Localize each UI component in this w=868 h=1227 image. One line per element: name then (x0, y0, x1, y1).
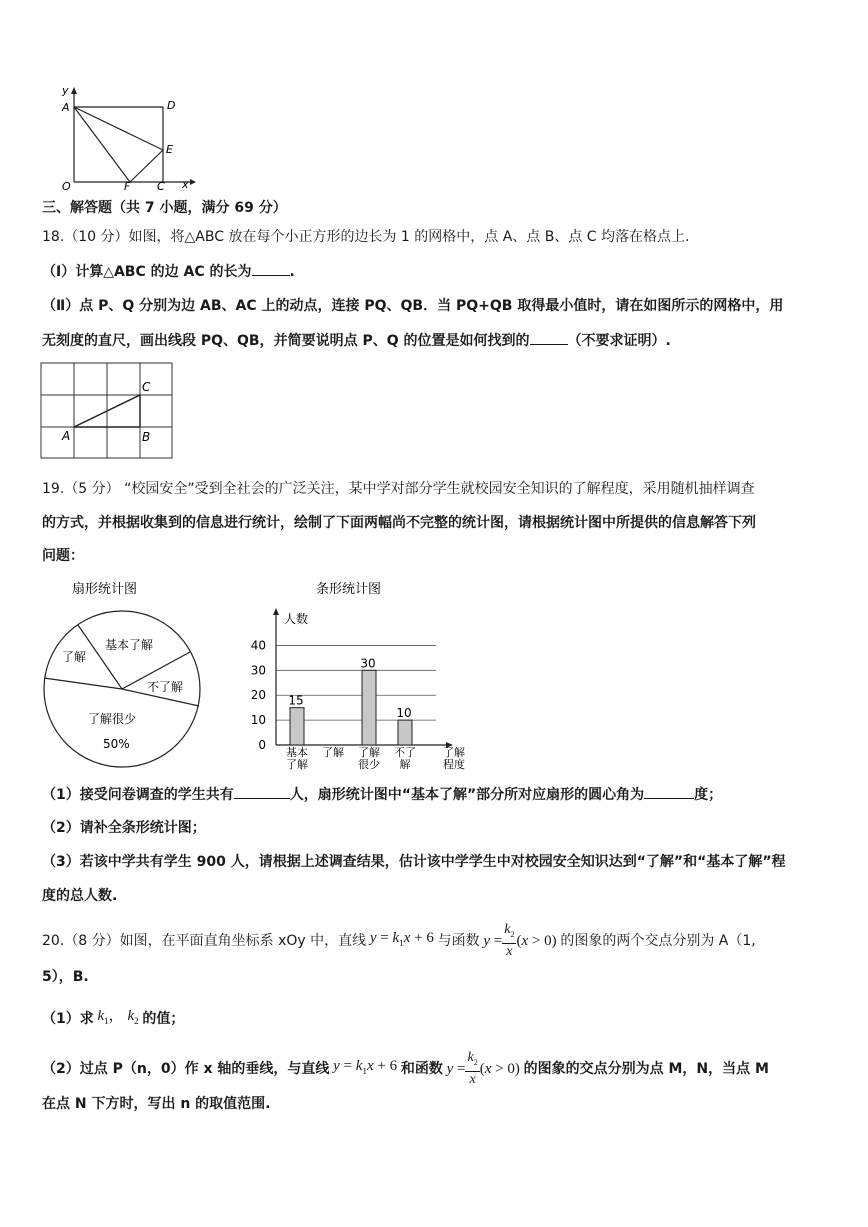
q20-function-equation: y = (483, 932, 503, 949)
q18-part2-end: （不要求证明）. (567, 333, 671, 349)
bar-chart-title: 条形统计图 (316, 582, 382, 597)
q19-sub1 (42, 784, 722, 805)
q18-part2-line2 (42, 330, 671, 351)
fig17-label-O: O (62, 180, 71, 192)
q18-part1-text: （Ⅰ）计算△ABC 的边 AC 的长为 (42, 264, 252, 280)
x-category-label: 了解 (286, 758, 308, 771)
fig17-label-x: x (182, 178, 189, 191)
q20-function-equation-2: y = (446, 1060, 466, 1077)
q19-sub1-a: （1）接受问卷调查的学生共有 (42, 787, 234, 803)
fig17-label-E: E (166, 143, 173, 156)
q18-answer-blank-2[interactable] (530, 330, 568, 345)
q18-part1 (42, 261, 295, 282)
q20-l1-b: 与函数 (437, 932, 480, 949)
q20-sub1 (42, 1006, 184, 1031)
q19-blank-angle[interactable] (644, 784, 694, 799)
x-category-label: 不了 (394, 746, 416, 759)
x-axis-title: 了解 (443, 746, 465, 759)
fig17-label-D: D (167, 99, 176, 112)
q19-sub1-c: 度； (694, 787, 723, 803)
grid-label-B: B (142, 430, 151, 444)
q20-domain: (x > 0) (516, 932, 561, 949)
q20-line1 (42, 922, 756, 960)
fig17-label-F: F (124, 180, 131, 192)
x-category-label: 很少 (358, 758, 380, 771)
pie-label-dont: 不了解 (147, 680, 184, 694)
q20-s1-b: 的值； (142, 1010, 185, 1027)
y-tick-label: 10 (250, 713, 266, 728)
q20-k-vars: $k_1$， $k_2$ (97, 1008, 139, 1026)
pie-chart (40, 575, 210, 770)
bar-chart-ylabel: 人数 (284, 612, 309, 626)
q19-line2: 的方式，并根据收集到的信息进行统计，绘制了下面两幅尚不完整的统计图，请根据统计图中所提供的信息解答下列 (42, 515, 756, 531)
q19-sub3-line2: 度的总人数. (42, 888, 118, 904)
q18-answer-blank-1[interactable] (252, 261, 290, 276)
x-category-label: 基本 (286, 746, 308, 759)
q18-stem: 18.（10 分）如图，将△ABC 放在每个小正方形的边长为 1 的网格中，点 A、点 B、点 C 均落在格点上. (42, 229, 690, 245)
q19-sub1-b: 人，扇形统计图中“基本了解”部分所对应扇形的圆心角为 (289, 787, 645, 803)
q19-sub3-line1: （3）若该中学共有学生 900 人，请根据上述调查结果，估计该中学学生中对校园安全知识达到“了解”和“基本了解”程 (42, 854, 786, 870)
q18-part1-end: . (289, 264, 295, 280)
x-axis-title: 程度 (443, 758, 465, 771)
q20-line-equation: $y = k_1x + 6$ (369, 930, 438, 949)
q20-domain-2: (x > 0) (479, 1060, 524, 1077)
q18-part2-text: 无刻度的直尺，画出线段 PQ、QB，并简要说明点 P、Q 的位置是如何找到的 (42, 333, 530, 349)
q17-figure (50, 82, 200, 192)
bar-chart (240, 575, 470, 775)
q20-line2: 5），B. (42, 969, 89, 985)
pie-title: 扇形统计图 (72, 582, 138, 597)
y-tick-label: 0 (258, 738, 266, 752)
q20-sub2 (42, 1050, 769, 1088)
bar (290, 708, 304, 745)
q18-part2-line1: （Ⅱ）点 P、Q 分别为边 AB、AC 上的动点，连接 PQ、QB．当 PQ+QB 取得最小值时，请在如图所示的网格中，用 (42, 298, 784, 314)
x-category-label: 了解 (322, 746, 344, 759)
q19-line3: 问题： (42, 548, 84, 564)
section-heading: 三、解答题（共 7 小题，满分 69 分） (42, 200, 287, 216)
bar-data-label: 30 (360, 656, 376, 671)
pie-label-little: 了解很少 (88, 712, 137, 726)
bar-data-label: 10 (396, 706, 412, 721)
pie-label-know: 了解 (62, 650, 87, 664)
q20-sub2-line2: 在点 N 下方时，写出 n 的取值范围. (42, 1096, 271, 1112)
bar (362, 670, 376, 745)
y-tick-label: 30 (250, 663, 266, 678)
q20-l1-c: 的图象的两个交点分别为 A（1, (560, 932, 756, 949)
grid-label-A: A (62, 429, 71, 443)
q20-s1-a: （1）求 (42, 1010, 94, 1027)
grid-label-C: C (142, 380, 151, 394)
y-tick-label: 40 (250, 638, 266, 653)
q20-fraction-2: $\frac{k_2}{x}$ (467, 1050, 478, 1087)
y-tick-label: 20 (250, 688, 266, 703)
q20-fraction: $\frac{k_2}{x}$ (504, 922, 515, 959)
q19-sub2: （2）请补全条形统计图； (42, 820, 206, 836)
bar (398, 720, 412, 745)
y-axis-arrow (273, 608, 279, 615)
q18-grid-figure (40, 362, 174, 460)
q19-line1: 19.（5 分） “校园安全”受到全社会的广泛关注，某中学对部分学生就校园安全知识的了解程度，采用随机抽样调查 (42, 481, 755, 497)
q20-l1-a: 20.（8 分）如图，在平面直角坐标系 xOy 中，直线 (42, 932, 367, 949)
fig17-label-C: C (157, 180, 165, 192)
q19-blank-total[interactable] (234, 784, 290, 799)
x-category-label: 解 (399, 758, 411, 771)
fig17-label-A: A (62, 101, 70, 114)
q20-s2-a: （2）过点 P（n，0）作 x 轴的垂线，与直线 (42, 1060, 330, 1077)
q20-s2-c: 的图象的交点分别为点 M，N，当点 M (523, 1060, 769, 1077)
pie-label-little-pct: 50% (103, 737, 130, 751)
q20-line-equation-2: $y = k_1x + 6$ (333, 1058, 401, 1077)
pie-label-basic: 基本了解 (105, 638, 154, 652)
bar-data-label: 15 (288, 693, 304, 708)
x-category-label: 了解 (358, 746, 380, 759)
fig17-label-y: y (62, 84, 69, 97)
q20-s2-b: 和函数 (400, 1060, 443, 1077)
